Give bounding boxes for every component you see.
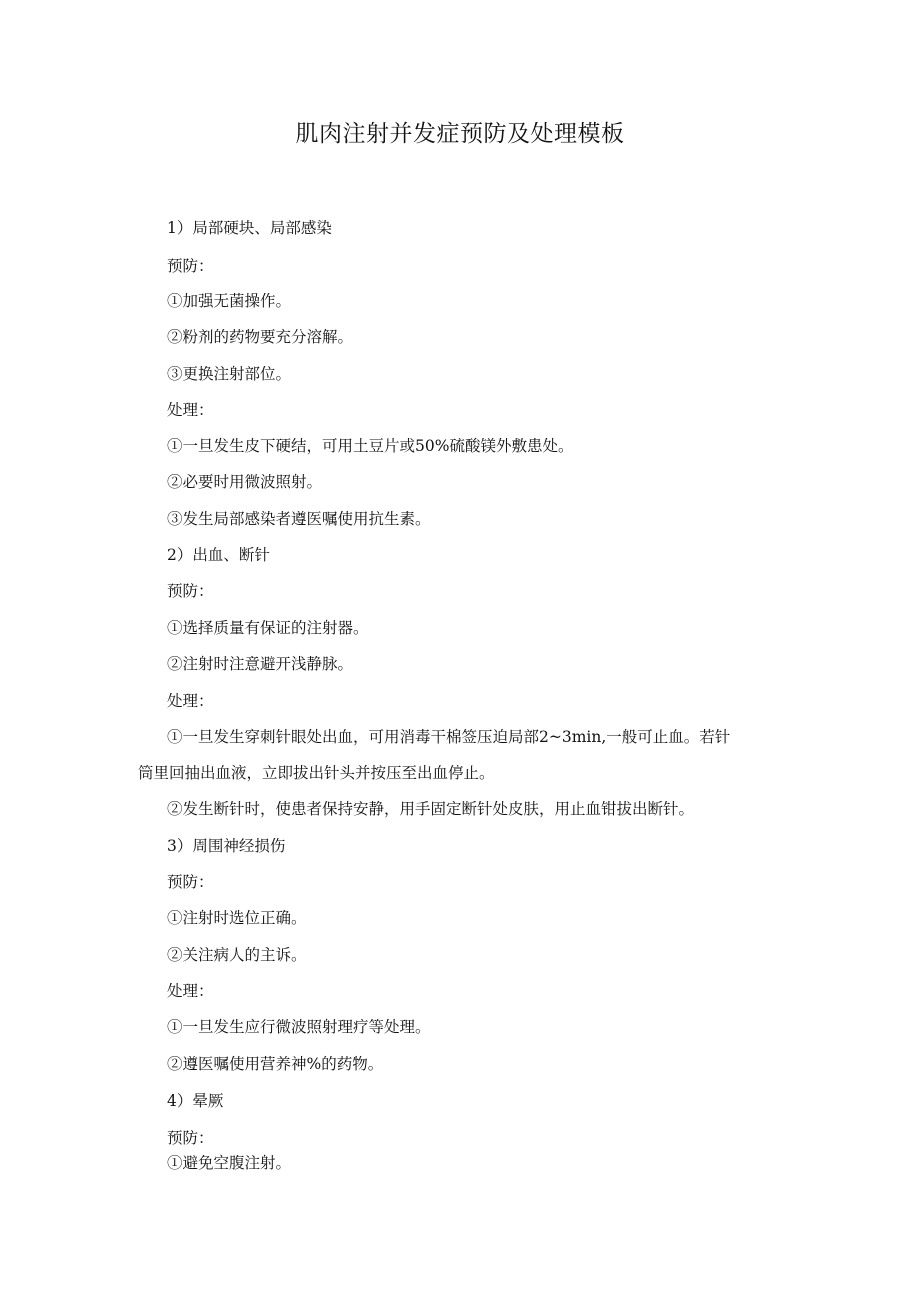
page-title: 肌肉注射并发症预防及处理模板 (295, 121, 625, 147)
list-item: ②关注病人的主诉。 (167, 946, 307, 964)
section-heading-3: 3）周围神经损伤 (167, 837, 286, 855)
list-item: ①一旦发生皮下硬结，可用土豆片或50%硫酸镁外敷患处。 (167, 437, 574, 455)
list-item: ②粉剂的药物要充分溶解。 (167, 328, 354, 346)
list-item: ③发生局部感染者遵医嘱使用抗生素。 (167, 510, 431, 528)
subheading-treatment: 处理： (167, 982, 214, 1000)
list-item: ①一旦发生应行微波照射理疗等处理。 (167, 1018, 431, 1036)
section-heading-4: 4）晕厥 (167, 1092, 224, 1110)
list-item: ①选择质量有保证的注射器。 (167, 619, 369, 637)
section-heading-2: 2）出血、断针 (167, 546, 270, 564)
list-item: ③更换注射部位。 (167, 365, 292, 383)
section-heading-1: 1）局部硬块、局部感染 (167, 219, 332, 237)
list-item: ②发生断针时，使患者保持安静，用手固定断针处皮肤，用止血钳拔出断针。 (167, 800, 695, 818)
list-item: ②必要时用微波照射。 (167, 473, 323, 491)
subheading-prevention: 预防： (167, 582, 214, 600)
subheading-treatment: 处理： (167, 692, 214, 710)
list-item: ①加强无菌操作。 (167, 292, 292, 310)
list-item: ①避免空腹注射。 (167, 1154, 292, 1172)
subheading-treatment: 处理： (167, 401, 214, 419)
list-item-continuation: 筒里回抽出血液，立即拔出针头并按压至出血停止。 (138, 764, 495, 782)
subheading-prevention: 预防： (167, 873, 214, 891)
subheading-prevention: 预防： (167, 1129, 214, 1147)
list-item: ①一旦发生穿刺针眼处出血，可用消毒干棉签压迫局部2~3min,一般可止血。若针 (167, 728, 731, 746)
list-item: ②遵医嘱使用营养神%的药物。 (167, 1055, 384, 1073)
list-item: ②注射时注意避开浅静脉。 (167, 655, 354, 673)
list-item: ①注射时选位正确。 (167, 909, 307, 927)
subheading-prevention: 预防： (167, 257, 214, 275)
